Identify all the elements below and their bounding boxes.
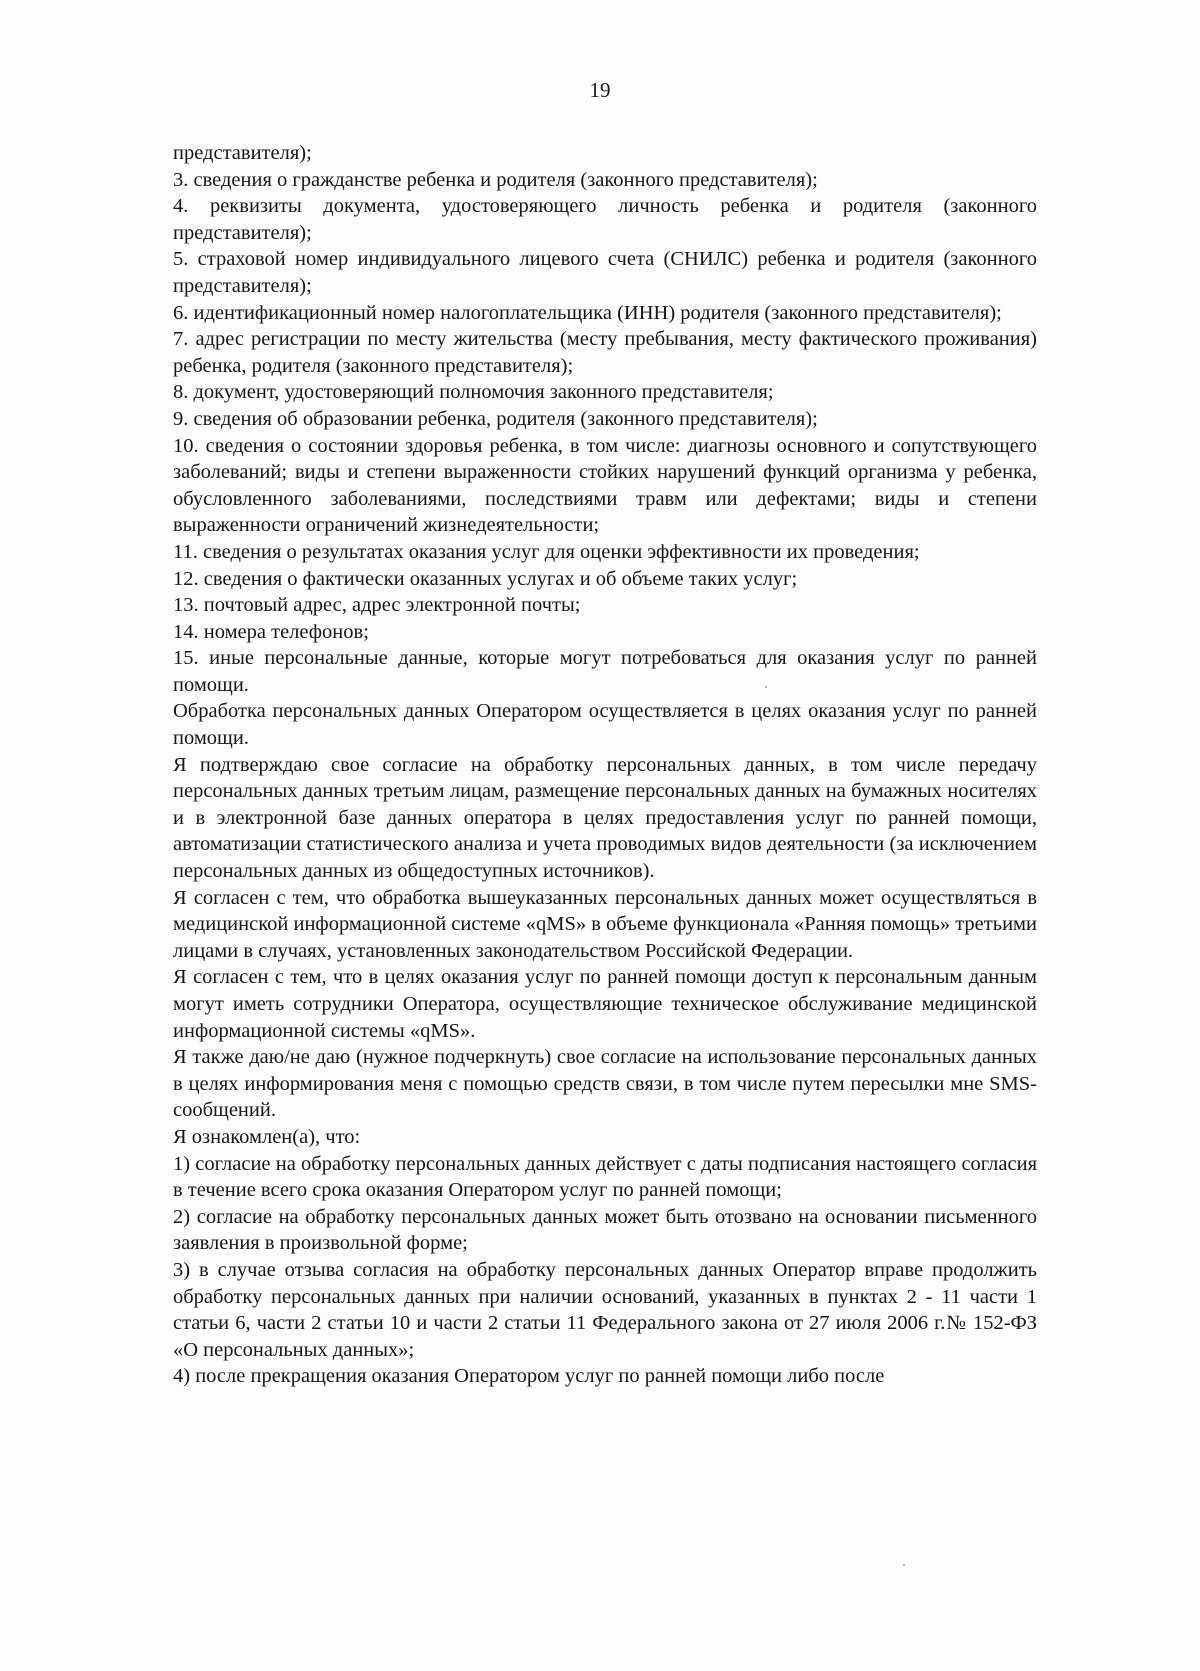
paragraph-continuation: представителя); — [173, 142, 312, 164]
paragraph-staff-access: Я согласен с тем, что в целях оказания услуг по ранней помощи доступ к персональным данным могут иметь сотрудники Оператора, осуществляющие техническое обслуживание медицинской информационной системы «qMS». — [173, 966, 1037, 1042]
page-number: 19 — [589, 78, 611, 102]
paragraph-consent: Я подтверждаю свое согласие на обработку персональных данных, в том числе передачу персональных данных третьим лицам, размещение персональных данных на бумажных носителях и в электронной базе данных оператора в целях предоставления услуг по ранней помощи, автоматизации статистического анализа и учета проводимых видов деятельности (за исключением персональных данных из общедоступных источников). — [173, 753, 1037, 883]
document-body — [173, 140, 1037, 1390]
list-item-10: 10. сведения о состоянии здоровья ребенка, в том числе: диагнозы основного и сопутствующего заболеваний; виды и степени выраженности стойких нарушений функций организма у ребенка, обусловленного заболеваниями, последствиями травм или дефектами; виды и степени выраженности ограничений жизнедеятельности; — [173, 434, 1037, 537]
ack-item-2: 2) согласие на обработку персональных данных может быть отозвано на основании письменного заявления в произвольной форме; — [173, 1205, 1037, 1255]
paragraph-sms-consent: Я также даю/не даю (нужное подчеркнуть) свое согласие на использование персональных данных в целях информирования меня с помощью средств связи, в том числе путем пересылки мне SMS-сообщений. — [173, 1046, 1037, 1122]
list-item-4: 4. реквизиты документа, удостоверяющего личность ребенка и родителя (законного представителя); — [173, 195, 1037, 244]
ack-item-1: 1) согласие на обработку персональных данных действует с даты подписания настоящего согласия в течение всего срока оказания Оператором услуг по ранней помощи; — [173, 1152, 1037, 1202]
list-item-13: 13. почтовый адрес, адрес электронной почты; — [173, 594, 581, 617]
list-item-7: 7. адрес регистрации по месту жительства (месту пребывания, месту фактического проживания) ребенка, родителя (законного представителя); — [173, 328, 1037, 377]
scan-speck — [765, 686, 767, 688]
list-item-6: 6. идентификационный номер налогоплательщика (ИНН) родителя (законного представителя); — [173, 301, 1002, 324]
list-item-12: 12. сведения о фактически оказанных услугах и об объеме таких услуг; — [173, 567, 798, 590]
paragraph-qms-processing: Я согласен с тем, что обработка вышеуказанных персональных данных может осуществляться в медицинской информационной системе «qMS» в объеме функционала «Ранняя помощь» третьими лицами в случаях, установленных законодательством Российской Федерации. — [173, 886, 1037, 962]
ack-item-4: 4) после прекращения оказания Оператором услуг по ранней помощи либо после — [173, 1365, 885, 1388]
list-item-8: 8. документ, удостоверяющий полномочия законного представителя; — [173, 381, 774, 404]
list-item-11: 11. сведения о результатах оказания услуг для оценки эффективности их проведения; — [173, 540, 920, 563]
list-item-15: 15. иные персональные данные, которые могут потребоваться для оказания услуг по ранней помощи. — [173, 647, 1037, 696]
list-item-3: 3. сведения о гражданстве ребенка и родителя (законного представителя); — [173, 168, 818, 191]
ack-item-3: 3) в случае отзыва согласия на обработку персональных данных Оператор вправе продолжить обработку персональных данных при наличии оснований, указанных в пунктах 2 - 11 части 1 статьи 6, части 2 статьи 10 и части 2 статьи 11 Федерального закона от 27 июля 2006 г.№ 152-ФЗ «О персональных данных»; — [173, 1258, 1037, 1361]
paragraph-purpose: Обработка персональных данных Оператором осуществляется в целях оказания услуг по ранней помощи. — [173, 700, 1037, 750]
list-item-9: 9. сведения об образовании ребенка, родителя (законного представителя); — [173, 407, 818, 430]
scan-speck — [903, 1564, 905, 1566]
paragraph-acknowledged: Я ознакомлен(а), что: — [173, 1125, 361, 1148]
list-item-5: 5. страховой номер индивидуального лицевого счета (СНИЛС) ребенка и родителя (законного представителя); — [173, 248, 1037, 297]
list-item-14: 14. номера телефонов; — [173, 620, 369, 643]
